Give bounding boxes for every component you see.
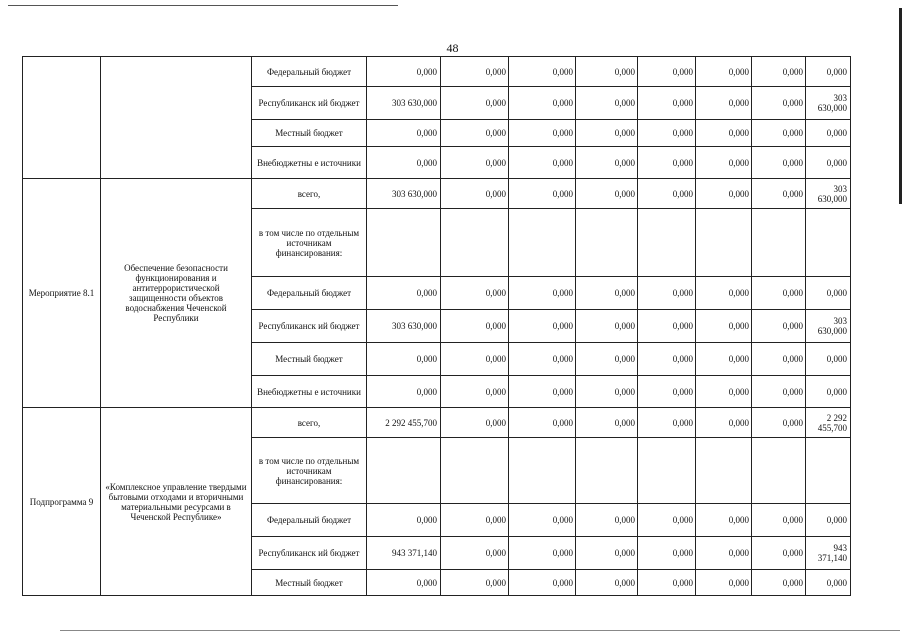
value-cell: 0,000 bbox=[576, 570, 638, 596]
value-cell: 0,000 bbox=[441, 537, 509, 570]
source-cell: Республиканск ий бюджет bbox=[252, 87, 367, 120]
value-cell: 0,000 bbox=[576, 147, 638, 179]
row-group-label: Подпрограмма 9 bbox=[23, 408, 101, 596]
value-cell: 0,000 bbox=[367, 343, 441, 376]
source-cell: Республиканск ий бюджет bbox=[252, 537, 367, 570]
value-cell: 0,000 bbox=[696, 120, 752, 147]
value-cell: 0,000 bbox=[638, 408, 696, 438]
value-cell bbox=[752, 209, 806, 277]
value-cell: 0,000 bbox=[441, 310, 509, 343]
value-cell: 0,000 bbox=[696, 277, 752, 310]
total-cell: 0,000 bbox=[806, 504, 851, 537]
total-cell: 0,000 bbox=[806, 376, 851, 408]
value-cell: 0,000 bbox=[576, 504, 638, 537]
value-cell bbox=[576, 209, 638, 277]
value-cell: 0,000 bbox=[509, 343, 576, 376]
total-cell: 303 630,000 bbox=[806, 87, 851, 120]
value-cell: 0,000 bbox=[638, 343, 696, 376]
value-cell: 0,000 bbox=[638, 120, 696, 147]
value-cell bbox=[752, 438, 806, 504]
value-cell: 0,000 bbox=[752, 408, 806, 438]
source-cell: Местный бюджет bbox=[252, 570, 367, 596]
value-cell: 0,000 bbox=[509, 147, 576, 179]
source-cell: всего, bbox=[252, 179, 367, 209]
value-cell: 0,000 bbox=[509, 277, 576, 310]
value-cell: 0,000 bbox=[441, 343, 509, 376]
value-cell bbox=[576, 438, 638, 504]
value-cell bbox=[638, 438, 696, 504]
value-cell bbox=[441, 209, 509, 277]
source-cell: всего, bbox=[252, 408, 367, 438]
value-cell: 0,000 bbox=[441, 120, 509, 147]
value-cell: 0,000 bbox=[696, 343, 752, 376]
value-cell bbox=[509, 209, 576, 277]
value-cell: 0,000 bbox=[576, 408, 638, 438]
scan-artifact-bottom bbox=[60, 630, 900, 631]
value-cell: 0,000 bbox=[509, 408, 576, 438]
source-cell: Федеральный бюджет bbox=[252, 277, 367, 310]
value-cell: 303 630,000 bbox=[367, 87, 441, 120]
value-cell: 0,000 bbox=[752, 537, 806, 570]
value-cell: 0,000 bbox=[638, 537, 696, 570]
value-cell: 0,000 bbox=[696, 179, 752, 209]
value-cell: 0,000 bbox=[509, 120, 576, 147]
value-cell bbox=[696, 438, 752, 504]
value-cell: 0,000 bbox=[696, 537, 752, 570]
value-cell: 0,000 bbox=[576, 277, 638, 310]
value-cell bbox=[638, 209, 696, 277]
value-cell: 0,000 bbox=[638, 57, 696, 87]
value-cell: 0,000 bbox=[696, 570, 752, 596]
value-cell: 0,000 bbox=[441, 87, 509, 120]
source-cell: в том числе по отдельным источникам финансирования: bbox=[252, 209, 367, 277]
value-cell: 303 630,000 bbox=[367, 310, 441, 343]
value-cell: 0,000 bbox=[576, 376, 638, 408]
source-cell: Местный бюджет bbox=[252, 120, 367, 147]
prev-group-label bbox=[23, 57, 101, 179]
total-cell bbox=[806, 438, 851, 504]
value-cell: 0,000 bbox=[752, 570, 806, 596]
value-cell: 0,000 bbox=[441, 408, 509, 438]
value-cell: 0,000 bbox=[509, 504, 576, 537]
row-group-description: Обеспечение безопасности функционирования и антитеррористической защищенности объектов водоснабжения Чеченской Республики bbox=[101, 179, 252, 408]
value-cell: 0,000 bbox=[752, 57, 806, 87]
total-cell: 303 630,000 bbox=[806, 310, 851, 343]
source-cell: Республиканск ий бюджет bbox=[252, 310, 367, 343]
total-cell: 0,000 bbox=[806, 570, 851, 596]
value-cell: 0,000 bbox=[752, 343, 806, 376]
value-cell: 0,000 bbox=[576, 57, 638, 87]
value-cell: 0,000 bbox=[638, 87, 696, 120]
total-cell: 943 371,140 bbox=[806, 537, 851, 570]
total-cell: 2 292 455,700 bbox=[806, 408, 851, 438]
value-cell: 0,000 bbox=[367, 120, 441, 147]
row-group-description: «Комплексное управление твердыми бытовыми отходами и вторичными материальными ресурсами в Чеченской Республике» bbox=[101, 408, 252, 596]
value-cell: 0,000 bbox=[509, 310, 576, 343]
value-cell: 0,000 bbox=[441, 376, 509, 408]
value-cell: 0,000 bbox=[696, 310, 752, 343]
source-cell: в том числе по отдельным источникам финансирования: bbox=[252, 438, 367, 504]
value-cell: 0,000 bbox=[441, 504, 509, 537]
value-cell: 0,000 bbox=[752, 504, 806, 537]
source-cell: Федеральный бюджет bbox=[252, 504, 367, 537]
scan-artifact-top bbox=[8, 5, 398, 6]
value-cell: 0,000 bbox=[638, 277, 696, 310]
source-cell: Федеральный бюджет bbox=[252, 57, 367, 87]
value-cell: 0,000 bbox=[752, 277, 806, 310]
value-cell: 0,000 bbox=[441, 570, 509, 596]
value-cell: 0,000 bbox=[752, 310, 806, 343]
source-cell: Внебюджетны е источники bbox=[252, 147, 367, 179]
total-cell: 0,000 bbox=[806, 343, 851, 376]
value-cell: 0,000 bbox=[696, 147, 752, 179]
value-cell bbox=[441, 438, 509, 504]
value-cell: 0,000 bbox=[367, 147, 441, 179]
total-cell: 0,000 bbox=[806, 147, 851, 179]
total-cell: 303 630,000 bbox=[806, 179, 851, 209]
row-group-label: Мероприятие 8.1 bbox=[23, 179, 101, 408]
value-cell: 0,000 bbox=[576, 120, 638, 147]
value-cell: 0,000 bbox=[441, 147, 509, 179]
value-cell: 0,000 bbox=[752, 179, 806, 209]
value-cell: 0,000 bbox=[509, 537, 576, 570]
value-cell: 0,000 bbox=[509, 376, 576, 408]
value-cell: 0,000 bbox=[441, 57, 509, 87]
value-cell: 0,000 bbox=[638, 310, 696, 343]
value-cell: 0,000 bbox=[576, 179, 638, 209]
value-cell: 0,000 bbox=[367, 277, 441, 310]
page-number: 48 bbox=[446, 41, 459, 55]
value-cell: 0,000 bbox=[752, 87, 806, 120]
value-cell: 0,000 bbox=[367, 504, 441, 537]
value-cell: 0,000 bbox=[638, 179, 696, 209]
value-cell: 0,000 bbox=[576, 343, 638, 376]
value-cell bbox=[509, 438, 576, 504]
value-cell: 0,000 bbox=[509, 570, 576, 596]
value-cell: 0,000 bbox=[576, 310, 638, 343]
value-cell: 0,000 bbox=[696, 87, 752, 120]
source-cell: Внебюджетны е источники bbox=[252, 376, 367, 408]
value-cell: 0,000 bbox=[752, 376, 806, 408]
value-cell: 0,000 bbox=[752, 147, 806, 179]
value-cell: 0,000 bbox=[509, 87, 576, 120]
value-cell: 0,000 bbox=[367, 57, 441, 87]
value-cell bbox=[367, 438, 441, 504]
value-cell: 0,000 bbox=[638, 570, 696, 596]
value-cell bbox=[696, 209, 752, 277]
value-cell: 0,000 bbox=[638, 504, 696, 537]
value-cell: 0,000 bbox=[638, 376, 696, 408]
value-cell: 0,000 bbox=[441, 277, 509, 310]
value-cell: 0,000 bbox=[367, 570, 441, 596]
value-cell: 0,000 bbox=[696, 376, 752, 408]
value-cell: 0,000 bbox=[509, 57, 576, 87]
value-cell: 0,000 bbox=[696, 504, 752, 537]
value-cell: 0,000 bbox=[441, 179, 509, 209]
total-cell bbox=[806, 209, 851, 277]
total-cell: 0,000 bbox=[806, 57, 851, 87]
budget-table bbox=[22, 56, 851, 596]
total-cell: 0,000 bbox=[806, 277, 851, 310]
value-cell bbox=[367, 209, 441, 277]
total-cell: 0,000 bbox=[806, 120, 851, 147]
value-cell: 303 630,000 bbox=[367, 179, 441, 209]
value-cell: 0,000 bbox=[638, 147, 696, 179]
value-cell: 943 371,140 bbox=[367, 537, 441, 570]
value-cell: 0,000 bbox=[509, 179, 576, 209]
value-cell: 0,000 bbox=[752, 120, 806, 147]
value-cell: 0,000 bbox=[367, 376, 441, 408]
prev-group-description bbox=[101, 57, 252, 179]
scan-edge-bar bbox=[899, 8, 902, 204]
value-cell: 0,000 bbox=[576, 537, 638, 570]
value-cell: 0,000 bbox=[576, 87, 638, 120]
value-cell: 0,000 bbox=[696, 57, 752, 87]
value-cell: 2 292 455,700 bbox=[367, 408, 441, 438]
value-cell: 0,000 bbox=[696, 408, 752, 438]
source-cell: Местный бюджет bbox=[252, 343, 367, 376]
